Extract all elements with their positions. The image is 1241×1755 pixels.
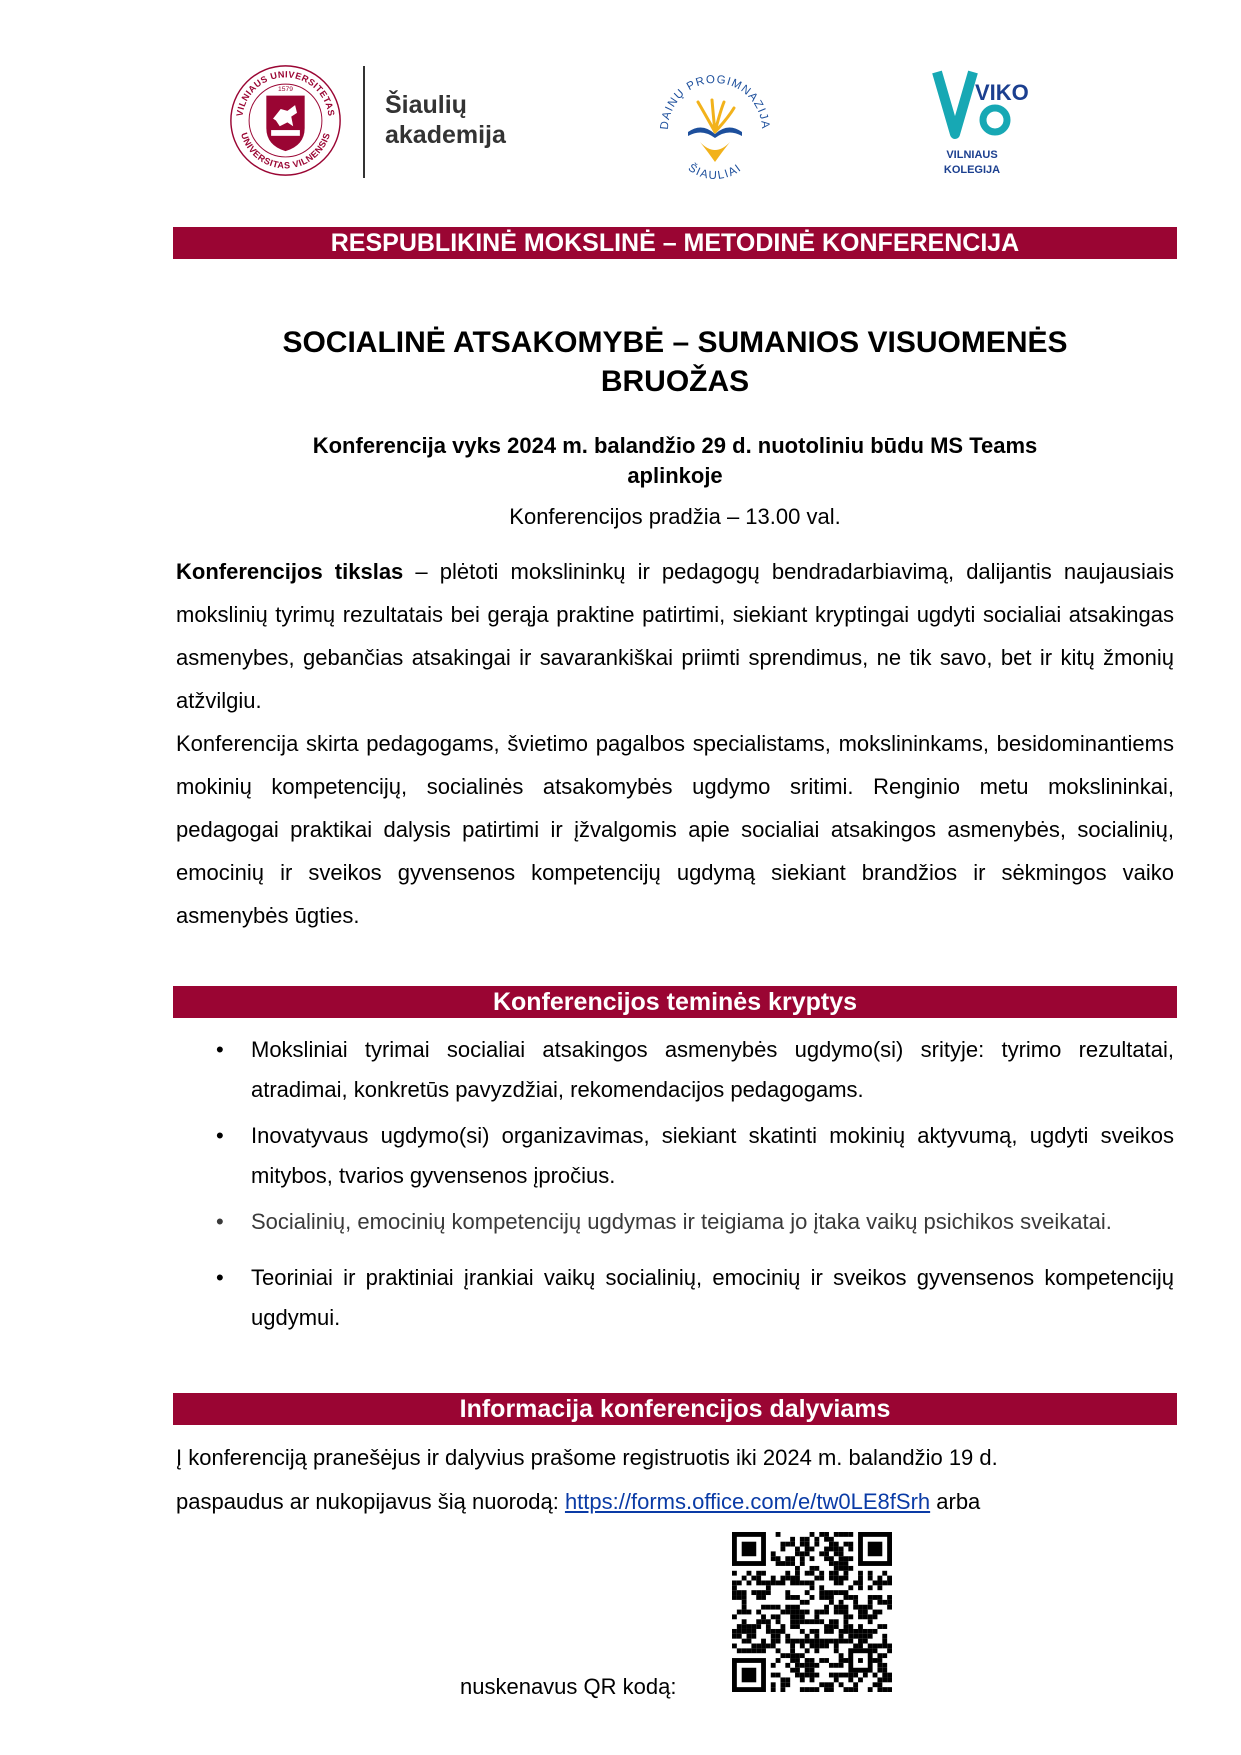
registration-link[interactable]: https://forms.office.com/e/tw0LE8fSrh <box>564 1489 931 1514</box>
date-line-2: aplinkoje <box>627 463 723 488</box>
title-line-2: BRUOŽAS <box>600 365 750 398</box>
siauliu-logo-line1: Šiaulių <box>385 91 467 119</box>
viko-text-line2: KOLEGIJA <box>943 164 1001 176</box>
progimnazija-ring-bottom-text: ŠIAULIAI <box>685 161 745 183</box>
conference-start-time: Konferencijos pradžia – 13.00 val. <box>509 504 841 529</box>
topic-text: Socialinių, emocinių kompetencijų ugdymas ir teigiama jo įtaka vaikų psichikos sveikatai. <box>251 1209 1112 1234</box>
conference-type-banner: RESPUBLIKINĖ MOKSLINĖ – METODINĖ KONFERENCIJA <box>173 227 1177 259</box>
list-item <box>176 1258 1174 1338</box>
title-line-1: SOCIALINĖ ATSAKOMYBĖ – SUMANIOS VISUOMENĖS <box>282 326 1068 359</box>
registration-info <box>176 1436 1176 1524</box>
vilnius-university-seal-logo <box>228 63 343 178</box>
viko-text-line1: VILNIAUS <box>946 149 998 161</box>
vu-seal-year: 1579 <box>278 85 293 93</box>
conference-title <box>173 323 1177 401</box>
logos-row <box>0 60 1241 190</box>
logo-divider <box>363 66 365 178</box>
siauliu-akademija-logo <box>385 90 506 150</box>
vu-seal-ring-bottom-text: UNIVERSITAS VILNENSIS <box>238 131 333 171</box>
topics-banner: Konferencijos teminės kryptys <box>173 986 1177 1018</box>
topic-text: Moksliniai tyrimai socialiai atsakingos asmenybės ugdymo(si) srityje: tyrimo rezultatai, atradimai, konkretūs pavyzdžiai, rekomendacijos pedagogams. <box>251 1037 1174 1102</box>
bullet-icon: • <box>216 1123 224 1148</box>
participants-info-banner: Informacija konferencijos dalyviams <box>173 1393 1177 1425</box>
date-line-1: Konferencija vyks 2024 m. balandžio 29 d. nuotoliniu būdu MS Teams <box>312 433 1038 458</box>
qr-code-label: nuskenavus QR kodą: <box>460 1674 677 1699</box>
registration-qr-code[interactable] <box>732 1532 892 1692</box>
conference-date-location <box>173 431 1177 491</box>
goal-paragraph <box>176 550 1174 722</box>
dainu-progimnazija-logo <box>650 62 780 192</box>
registration-prefix: paspaudus ar nukopijavus šią nuorodą: <box>176 1489 565 1514</box>
topic-text: Teoriniai ir praktiniai įrankiai vaikų socialinių, emocinių ir sveikos gyvensenos kompetencijų ugdymui. <box>251 1265 1174 1330</box>
registration-line-1: Į konferenciją pranešėjus ir dalyvius prašome registruotis iki 2024 m. balandžio 19 d. <box>176 1445 998 1470</box>
list-item <box>176 1030 1174 1110</box>
bullet-icon: • <box>216 1265 224 1290</box>
progimnazija-ring-top-text: DAINŲ PROGIMNAZIJA <box>658 73 772 131</box>
topic-text: Inovatyvaus ugdymo(si) organizavimas, siekiant skatinti mokinių aktyvumą, ugdyti sveikos mitybos, tvarios gyvensenos įpročius. <box>251 1123 1174 1188</box>
bullet-icon: • <box>216 1037 224 1062</box>
bullet-icon: • <box>216 1209 224 1234</box>
vilniaus-kolegija-text <box>922 148 1022 178</box>
conference-description <box>176 550 1174 937</box>
list-item <box>176 1202 1174 1242</box>
goal-text: – plėtoti mokslininkų ir pedagogų bendradarbiavimą, dalijantis naujausiais mokslinių tyrimų rezultatais bei gerąja praktine patirtimi, siekiant kryptingai ugdyti socialiai atsakingas asmenybes, gebančias atsakingai ir savarankiškai priimti sprendimus, ne tik savo, bet ir kitų žmonių atžvilgiu. <box>176 559 1174 713</box>
registration-suffix: arba <box>930 1489 981 1514</box>
topics-list <box>176 1030 1174 1344</box>
list-item <box>176 1116 1174 1196</box>
goal-label: Konferencijos tikslas <box>176 559 404 584</box>
viko-mark: VIKO <box>975 80 1029 105</box>
audience-paragraph: Konferencija skirta pedagogams, švietimo pagalbos specialistams, mokslininkams, besidominantiems mokinių kompetencijų, socialinės atsakomybės ugdymo sritimi. Renginio metu mokslininkai, pedagogai praktikai dalysis patirtimi ir įžvalgomis apie socialiai atsakingos asmenybės, socialinių, emocinių ir sveikos gyvensenos kompetencijų ugdymą siekiant brandžios ir sėkmingos vaiko asmenybės ūgties. <box>176 731 1174 928</box>
registration-line-2 <box>176 1480 1176 1524</box>
siauliu-logo-line2: akademija <box>385 121 506 149</box>
svg-text:ŠIAULIAI <box>686 161 744 182</box>
vu-seal-ring-top-text: VILNIAUS UNIVERSITETAS <box>234 69 337 118</box>
